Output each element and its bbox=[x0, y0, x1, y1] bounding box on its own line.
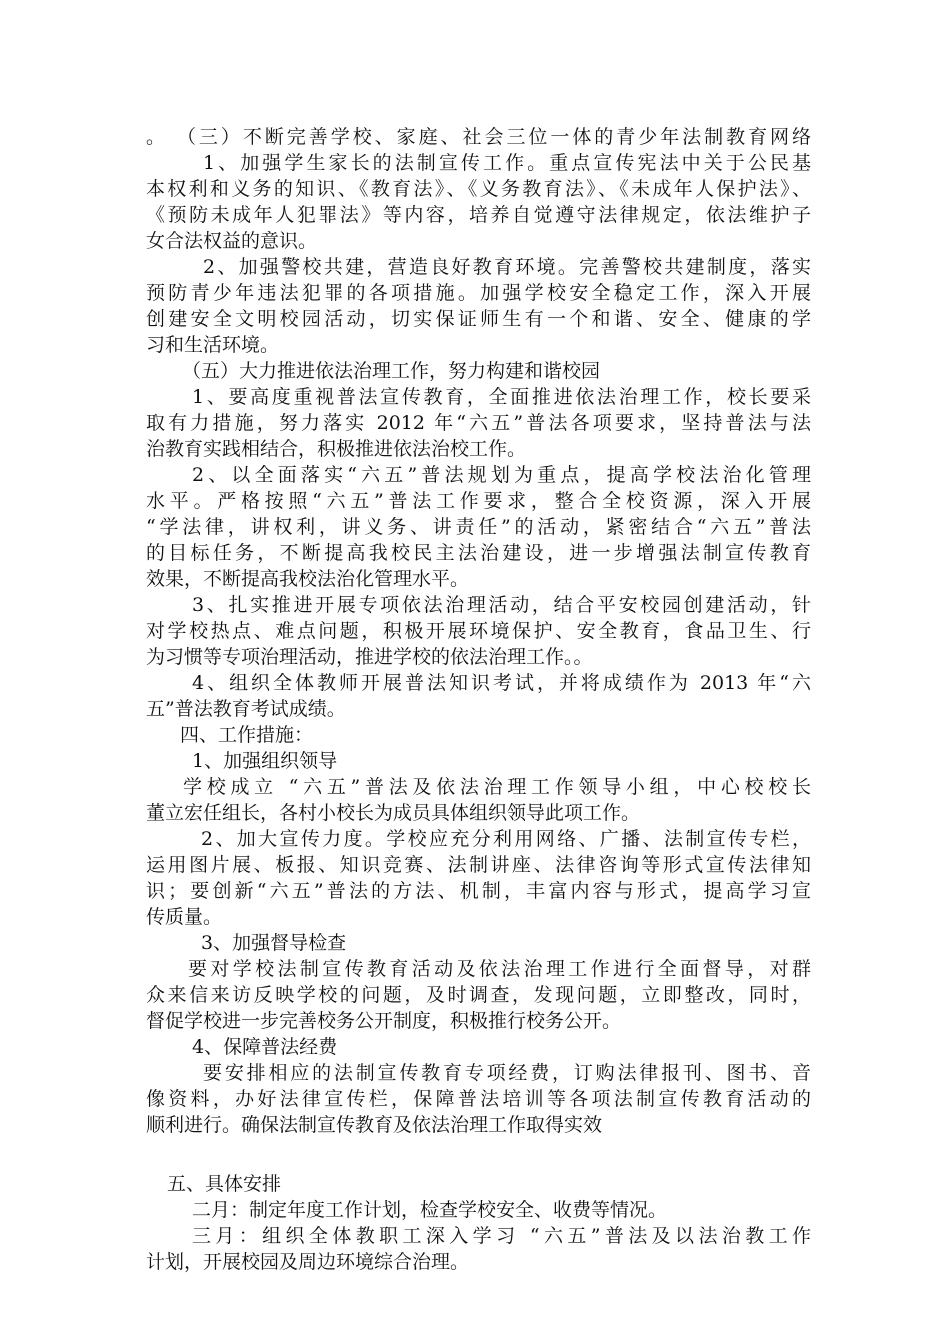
text-line-15: 水平。严格按照“六五”普法工作要求，整合全校资源，深入开展 bbox=[146, 490, 811, 512]
text-line-4: 《预防未成年人犯罪法》等内容，培养自觉遵守法律规定，依法维护子 bbox=[146, 204, 811, 226]
text-line-18: 效果，不断提高我校法治化管理水平。 bbox=[146, 568, 470, 590]
text-line-20: 对学校热点、难点问题，积极开展环境保护、安全教育，食品卫生、行 bbox=[146, 620, 811, 642]
section-heading-4: 四、工作措施： bbox=[180, 724, 314, 746]
text-line-12: 取有力措施，努力落实 2012 年“六五”普法各项要求，坚持普法与法 bbox=[146, 412, 811, 434]
text-line-28: 2、加大宣传力度。学校应充分利用网络、广播、法制宣传专栏， bbox=[201, 828, 811, 850]
text-line-1: 。 （三）不断完善学校、家庭、社会三位一体的青少年法制教育网络 bbox=[146, 126, 811, 148]
document-body bbox=[146, 124, 811, 1275]
schedule-march-continued: 计划，开展校园及周边环境综合治理。 bbox=[146, 1251, 470, 1273]
text-line-5: 女合法权益的意识。 bbox=[146, 230, 318, 252]
subheading-funding: 4、保障普法经费 bbox=[192, 1036, 338, 1058]
section-heading-5: （五）大力推进依法治理工作，努力构建和谐校园 bbox=[182, 360, 601, 382]
text-line-9: 习和生活环境。 bbox=[146, 334, 280, 356]
paragraph-gap bbox=[146, 1138, 811, 1171]
text-line-22: 4、组织全体教师开展普法知识考试，并将成绩作为 2013 年“六 bbox=[192, 672, 811, 694]
text-line-19: 3、扎实推进开展专项依法治理活动，结合平安校园创建活动，针 bbox=[192, 594, 811, 616]
subheading-supervise: 3、加强督导检查 bbox=[201, 932, 347, 954]
text-line-29: 运用图片展、板报、知识竞赛、法制讲座、法律咨询等形式宣传法律知 bbox=[146, 854, 811, 876]
text-line-35: 督促学校进一步完善校务公开制度，积极推行校务公开。 bbox=[146, 1010, 622, 1032]
text-line-14: 2、以全面落实“六五”普法规划为重点，提高学校法治化管理 bbox=[192, 464, 811, 486]
text-line-13: 治教育实践相结合，积极推进依法治校工作。 bbox=[146, 438, 527, 460]
text-line-31: 传质量。 bbox=[146, 906, 223, 928]
text-line-27: 董立宏任组长，各村小校长为成员具体组织领导此项工作。 bbox=[146, 802, 641, 824]
text-line-21: 为习惯等专项治理活动，推进学校的依法治理工作。。 bbox=[146, 646, 593, 668]
schedule-march: 三月：组织全体教职工深入学习 “六五”普法及以法治教工作 bbox=[192, 1225, 811, 1247]
text-line-11: 1、要高度重视普法宣传教育，全面推进依法治理工作，校长要采 bbox=[192, 386, 811, 408]
text-line-33: 要对学校法制宣传教育活动及依法治理工作进行全面督导，对群 bbox=[188, 958, 811, 980]
text-line-7: 预防青少年违法犯罪的各项措施。加强学校安全稳定工作，深入开展 bbox=[146, 282, 811, 304]
text-line-37: 要安排相应的法制宣传教育专项经费，订购法律报刊、图书、音 bbox=[203, 1062, 811, 1084]
text-line-16: “学法律，讲权利，讲义务、讲责任”的活动，紧密结合“六五”普法 bbox=[146, 516, 811, 538]
text-line-6: 2、加强警校共建，营造良好教育环境。完善警校共建制度，落实 bbox=[203, 256, 811, 278]
text-line-2: 1、加强学生家长的法制宣传工作。重点宣传宪法中关于公民基 bbox=[203, 152, 811, 174]
text-line-30: 识；要创新“六五”普法的方法、机制，丰富内容与形式，提高学习宣 bbox=[146, 880, 811, 902]
schedule-february: 二月：制定年度工作计划，检查学校安全、收费等情况。 bbox=[192, 1199, 668, 1221]
text-line-34: 众来信来访反映学校的问题，及时调查，发现问题，立即整改，同时， bbox=[146, 984, 811, 1006]
text-line-38: 像资料，办好法律宣传栏，保障普法培训等各项法制宣传教育活动的 bbox=[146, 1088, 811, 1110]
section-heading-schedule: 五、具体安排 bbox=[167, 1173, 282, 1195]
subheading-organize: 1、加强组织领导 bbox=[192, 750, 338, 772]
text-line-39: 顺利进行。确保法制宣传教育及依法治理工作取得实效 bbox=[146, 1114, 603, 1136]
text-line-17: 的目标任务，不断提高我校民主法治建设，进一步增强法制宣传教育 bbox=[146, 542, 811, 564]
text-line-26: 学校成立 “六五”普法及依法治理工作领导小组，中心校校长 bbox=[183, 776, 811, 798]
text-line-8: 创建安全文明校园活动，切实保证师生有一个和谐、安全、健康的学 bbox=[146, 308, 811, 330]
text-line-3: 本权利和义务的知识、《教育法》、《义务教育法》、《未成年人保护法》、 bbox=[146, 178, 811, 200]
text-line-23: 五”普法教育考试成绩。 bbox=[146, 698, 346, 720]
